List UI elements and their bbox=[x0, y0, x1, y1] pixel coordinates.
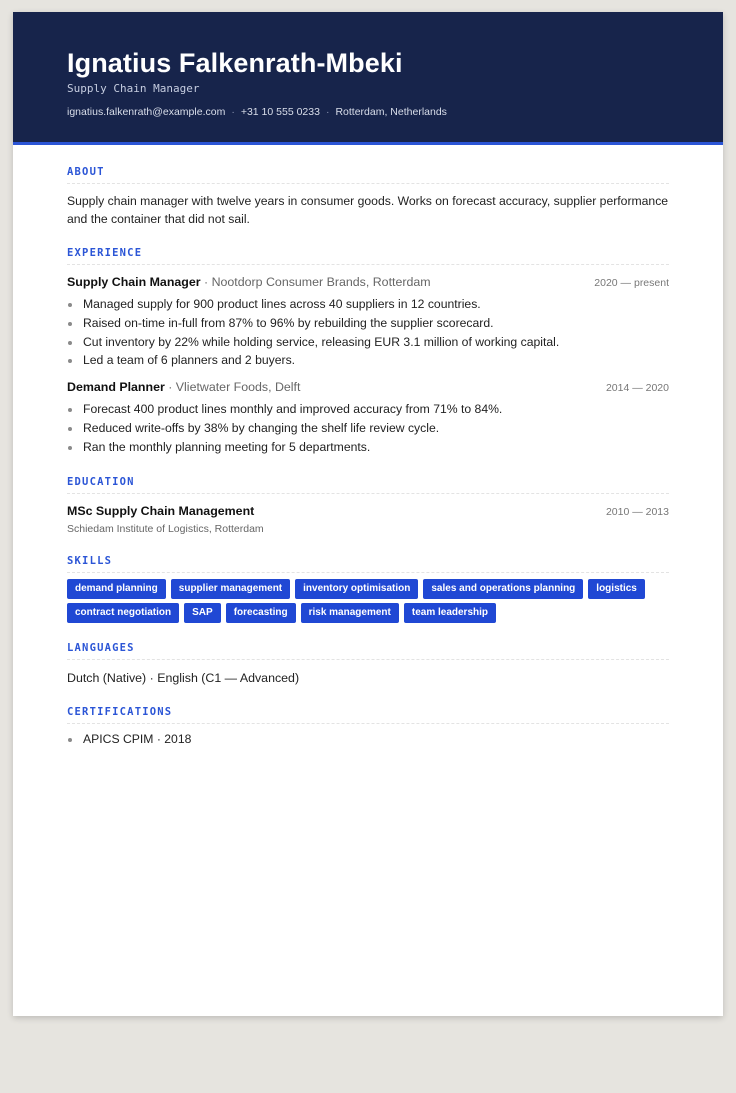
skill-tag: sales and operations planning bbox=[423, 579, 583, 599]
job-dates: 2020 — present bbox=[594, 277, 669, 289]
job-header bbox=[67, 378, 669, 397]
education-school: Schiedam Institute of Logistics, Rotterdam bbox=[67, 522, 264, 535]
candidate-title: Supply Chain Manager bbox=[67, 82, 200, 95]
education-degree: MSc Supply Chain Management bbox=[67, 503, 255, 518]
job-bullet: Forecast 400 product lines monthly and improved accuracy from 71% to 84%. bbox=[67, 400, 669, 419]
experience-section bbox=[67, 246, 669, 457]
contact-phone[interactable]: +31 10 555 0233 bbox=[240, 106, 320, 118]
contact-separator: · bbox=[325, 106, 330, 118]
job-bullet: Ran the monthly planning meeting for 5 departments. bbox=[67, 438, 669, 457]
certification-item: APICS CPIM · 2018 bbox=[67, 730, 669, 749]
job-header bbox=[67, 273, 669, 292]
job-entry bbox=[67, 273, 669, 370]
job-bullets bbox=[67, 400, 669, 456]
section-heading: ABOUT bbox=[67, 165, 669, 184]
contact-location: Rotterdam, Netherlands bbox=[335, 106, 447, 118]
job-entry bbox=[67, 378, 669, 456]
education-section bbox=[67, 475, 669, 536]
skill-tag: SAP bbox=[184, 603, 221, 623]
skill-tag: team leadership bbox=[404, 603, 496, 623]
job-title-line bbox=[67, 378, 300, 396]
job-bullet: Led a team of 6 planners and 2 buyers. bbox=[67, 351, 669, 370]
contact-email[interactable]: ignatius.falkenrath@example.com bbox=[67, 106, 226, 118]
job-bullet: Raised on-time in-full from 87% to 96% by rebuilding the supplier scorecard. bbox=[67, 314, 669, 333]
section-heading: EDUCATION bbox=[67, 475, 669, 494]
certifications-list bbox=[67, 730, 669, 749]
job-title-line bbox=[67, 273, 431, 291]
job-bullet: Reduced write-offs by 38% by changing the shelf life review cycle. bbox=[67, 419, 669, 438]
job-dates: 2014 — 2020 bbox=[605, 382, 669, 395]
skill-tag: forecasting bbox=[226, 603, 296, 623]
skill-tag: inventory optimisation bbox=[295, 579, 418, 599]
job-bullet: Cut inventory by 22% while holding service, releasing EUR 3.1 million of working capital. bbox=[67, 333, 669, 352]
resume-page bbox=[13, 12, 723, 1016]
education-header bbox=[67, 502, 669, 521]
education-dates: 2010 — 2013 bbox=[605, 505, 669, 518]
candidate-name: Ignatius Falkenrath-Mbeki bbox=[67, 48, 403, 78]
skill-tag: demand planning bbox=[67, 579, 166, 599]
resume-header bbox=[13, 12, 723, 145]
job-role: Demand Planner bbox=[67, 380, 165, 395]
section-heading: SKILLS bbox=[67, 554, 669, 573]
certifications-section bbox=[67, 705, 669, 749]
skill-tag: supplier management bbox=[171, 579, 290, 599]
about-text: Supply chain manager with twelve years in consumer goods. Works on forecast accuracy, supplier performance and the container that did not sail. bbox=[67, 194, 669, 226]
job-company: · Vlietwater Foods, Delft bbox=[164, 380, 301, 395]
skill-tag: contract negotiation bbox=[67, 603, 179, 623]
skill-tag: logistics bbox=[588, 579, 645, 599]
job-role: Supply Chain Manager bbox=[67, 275, 201, 289]
skills-section bbox=[67, 554, 669, 623]
languages-text: Dutch (Native) · English (C1 — Advanced) bbox=[67, 670, 300, 685]
job-bullets bbox=[67, 295, 669, 370]
skills-list bbox=[67, 579, 667, 623]
languages-section bbox=[67, 641, 669, 687]
about-section bbox=[67, 165, 669, 228]
section-heading: LANGUAGES bbox=[67, 641, 669, 660]
job-bullet: Managed supply for 900 product lines across 40 suppliers in 12 countries. bbox=[67, 295, 669, 314]
contact-separator: · bbox=[231, 106, 235, 118]
section-heading: EXPERIENCE bbox=[67, 246, 669, 265]
skill-tag: risk management bbox=[301, 603, 399, 623]
section-heading: CERTIFICATIONS bbox=[67, 705, 669, 724]
contact-line bbox=[67, 105, 669, 119]
resume-body bbox=[13, 165, 723, 748]
job-company: · Nootdorp Consumer Brands, Rotterdam bbox=[200, 275, 431, 289]
